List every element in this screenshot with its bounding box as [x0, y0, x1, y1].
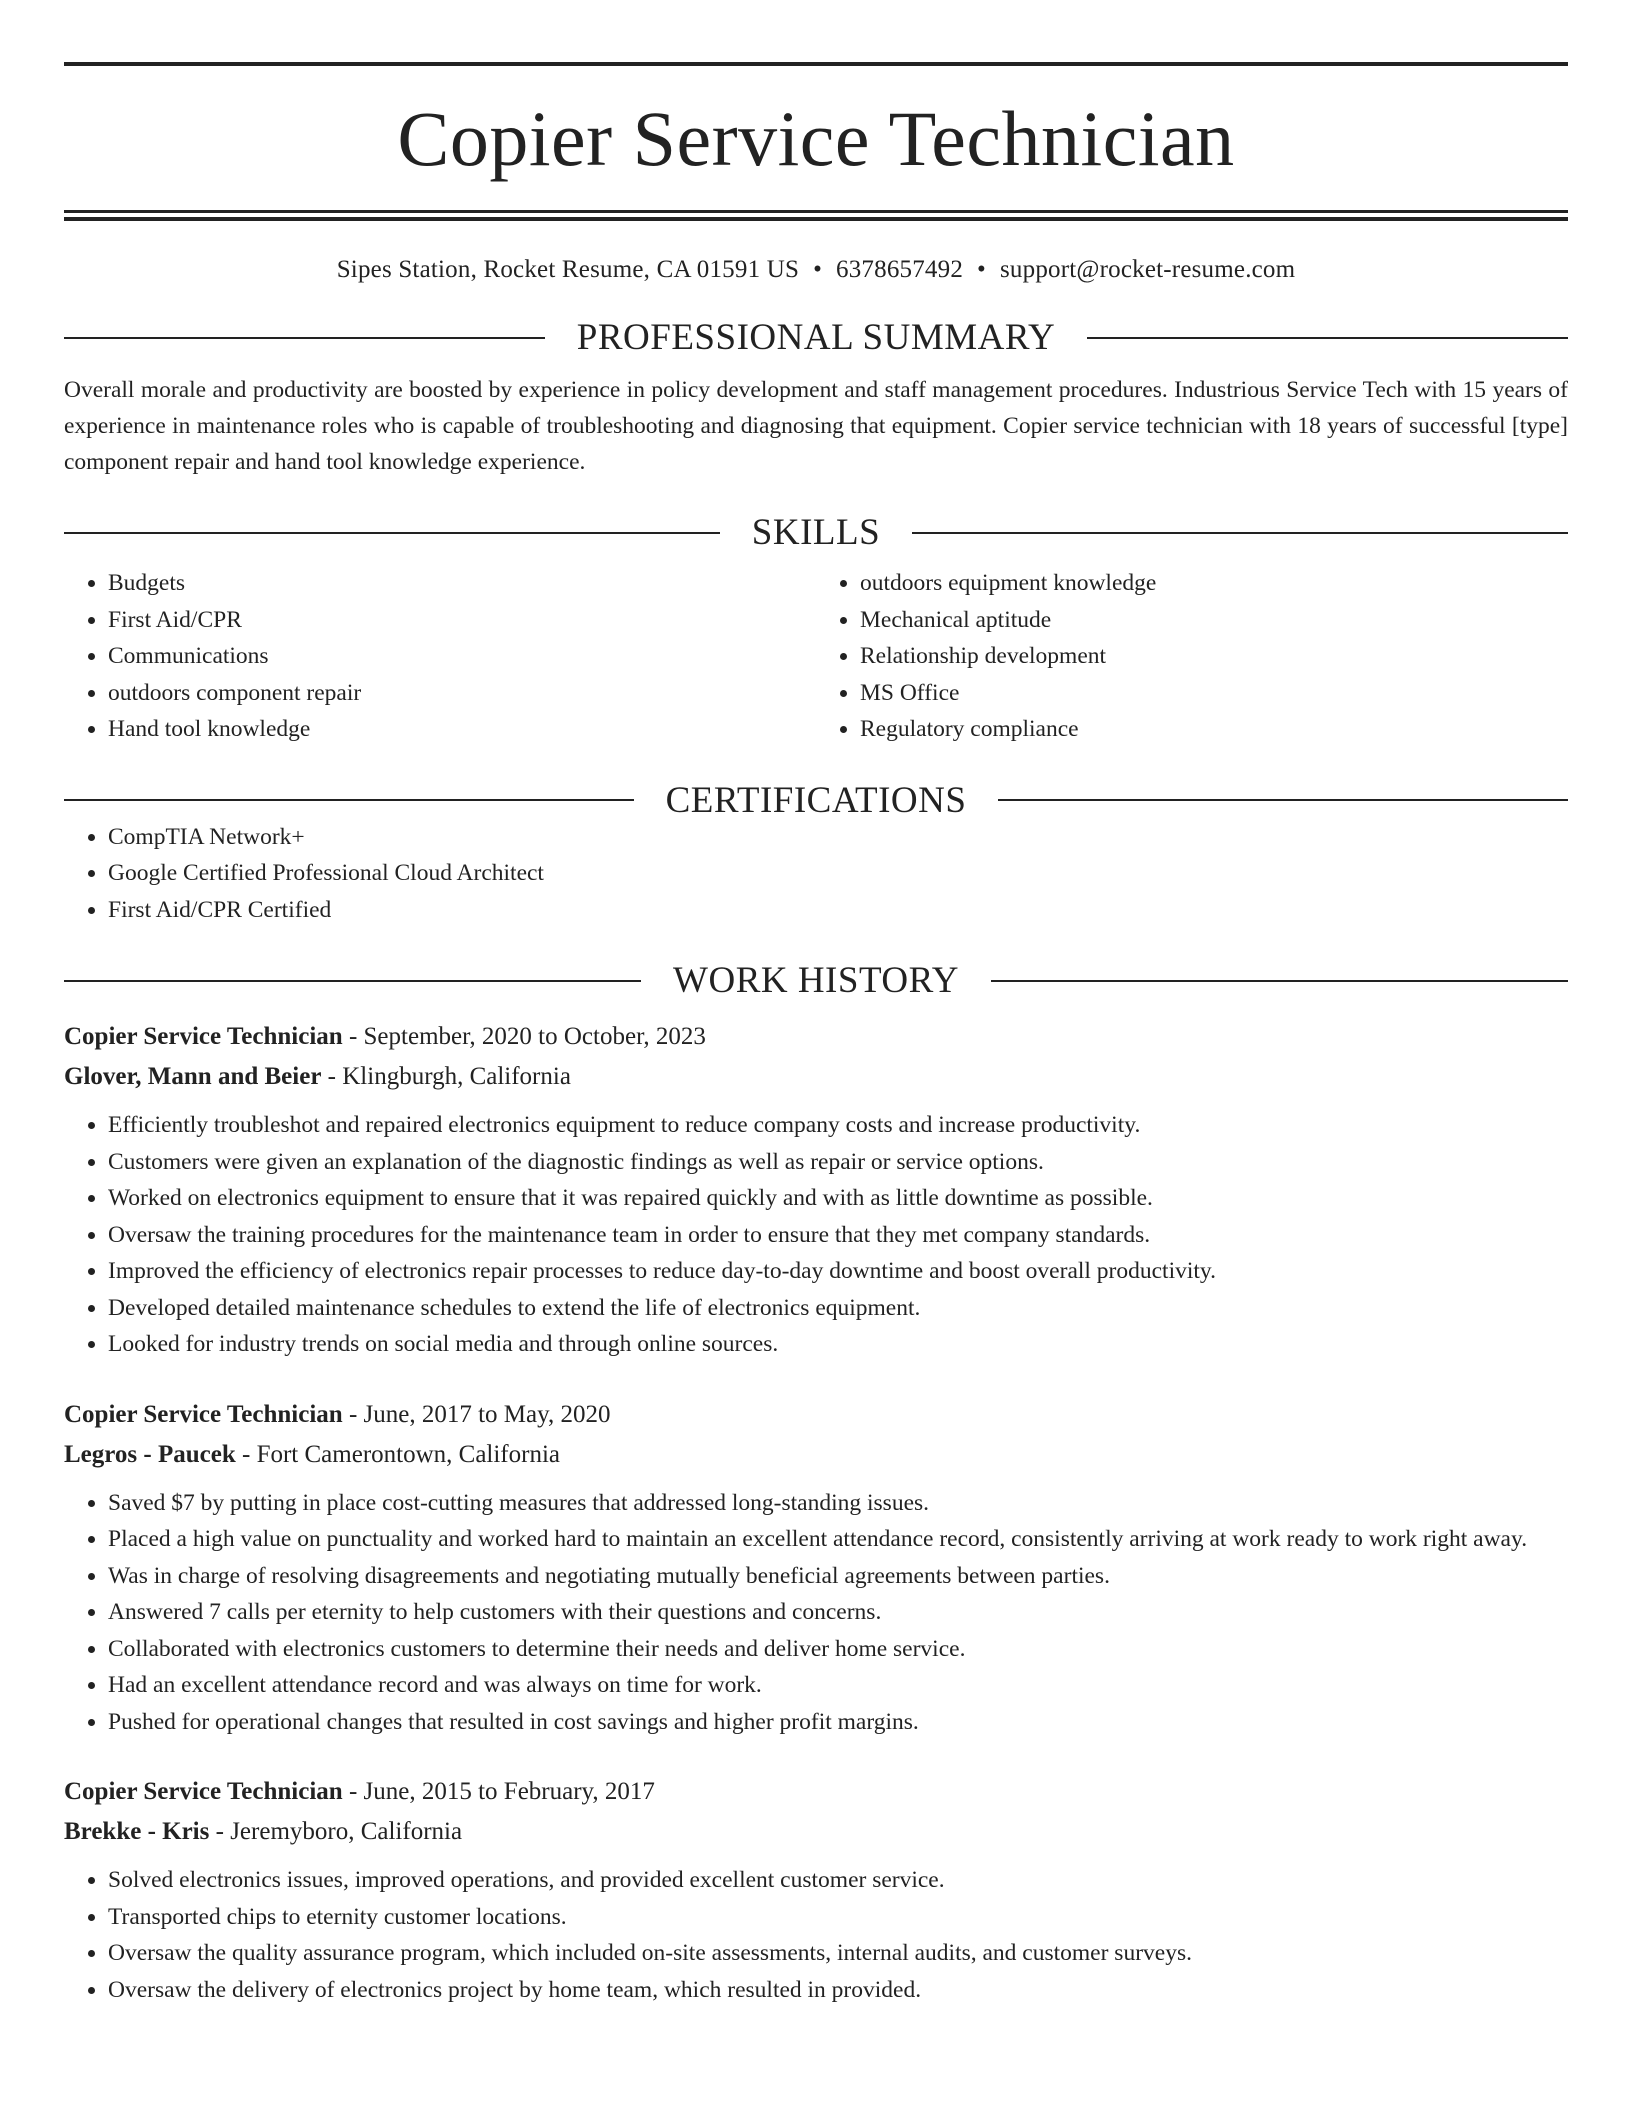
job-bullets: [64, 1862, 1568, 2008]
job-bullet: • Pushed for operational changes that resulted in cost savings and higher profit margins.: [108, 1704, 1568, 1741]
job-location: - Fort Camerontown, California: [235, 1440, 560, 1468]
top-rule: [64, 62, 1568, 66]
job-role: Copier Service Technician: [64, 1400, 343, 1428]
job-bullet: • Collaborated with electronics customers to determine their needs and deliver home service.: [108, 1631, 1568, 1668]
skills-title: SKILLS: [751, 512, 881, 553]
job-bullet: • Oversaw the training procedures for the maintenance team in order to ensure that they met company standards.: [108, 1217, 1568, 1254]
job-title-line: [64, 1395, 1568, 1435]
job-bullet: • Worked on electronics equipment to ensure that it was repaired quickly and with as little downtime as possible.: [108, 1180, 1568, 1217]
work-history-title: WORK HISTORY: [673, 960, 959, 1001]
job-company-line: [64, 1057, 1568, 1097]
job-dates: - June, 2015 to February, 2017: [342, 1778, 655, 1805]
skill-item: • outdoors component repair: [108, 675, 816, 712]
job-role: Copier Service Technician: [64, 1778, 343, 1805]
job-bullet: • Solved electronics issues, improved operations, and provided excellent customer service.: [108, 1862, 1568, 1899]
job-title-line: [64, 1772, 1568, 1812]
skills-column-left: [64, 565, 816, 748]
job-bullet: • Efficiently troubleshot and repaired electronics equipment to reduce company costs and increase productivity.: [108, 1107, 1568, 1144]
job-bullet: • Transported chips to eternity customer locations.: [108, 1899, 1568, 1936]
summary-text: Overall morale and productivity are boosted by experience in policy development and staff management procedures. Industrious Service Tech with 15 years of experience in maintenance roles who is capable of troubleshooting and diagnosing that equipment. Copier service technician with 18 years of successful [type] component repair and hand tool knowledge experience.: [64, 377, 1568, 475]
contact-phone: 6378657492: [836, 256, 964, 283]
certifications-title: CERTIFICATIONS: [665, 779, 967, 821]
job-bullet: • Developed detailed maintenance schedules to extend the life of electronics equipment.: [108, 1290, 1568, 1327]
summary-title: PROFESSIONAL SUMMARY: [576, 317, 1056, 358]
job-bullet: • Was in charge of resolving disagreements and negotiating mutually beneficial agreements between parties.: [108, 1558, 1568, 1595]
heading-rule-left: [64, 337, 545, 339]
contact-separator: •: [813, 256, 823, 283]
summary-heading: [64, 319, 1568, 356]
job-title-line: [64, 1017, 1568, 1057]
job-bullet: • Oversaw the quality assurance program, which included on-site assessments, internal audits, and customer surveys.: [108, 1935, 1568, 1972]
job-company: Glover, Mann and Beier: [64, 1063, 322, 1090]
job-company-line: [64, 1812, 1568, 1852]
heading-rule-right: [912, 532, 1568, 534]
heading-rule-left: [64, 532, 720, 534]
contact-separator: •: [977, 256, 986, 283]
job-dates: - September, 2020 to October, 2023: [342, 1023, 706, 1050]
job-dates: - June, 2017 to May, 2020: [342, 1400, 611, 1428]
skill-item: • Regulatory compliance: [860, 711, 1568, 748]
job-location: - Jeremyboro, California: [209, 1818, 463, 1845]
skill-item: • Communications: [108, 638, 816, 675]
skill-item: • First Aid/CPR: [108, 602, 816, 639]
job-entry: [64, 1017, 1568, 1363]
skills-column-right: [816, 565, 1568, 748]
job-bullet: • Had an excellent attendance record and was always on time for work.: [108, 1667, 1568, 1704]
heading-rule-left: [64, 980, 641, 982]
heading-rule-right: [998, 799, 1568, 801]
job-company: Legros - Paucek: [64, 1440, 236, 1468]
work-history-heading: [64, 962, 1568, 999]
heading-rule-right: [991, 980, 1568, 982]
contact-email: support@rocket-resume.com: [999, 256, 1296, 283]
job-bullet: • Saved $7 by putting in place cost-cutting measures that addressed long-standing issues.: [108, 1485, 1568, 1522]
skill-item: • Hand tool knowledge: [108, 711, 816, 748]
certification-item: • CompTIA Network+: [108, 819, 1568, 856]
job-company-line: [64, 1435, 1568, 1475]
job-entry: [64, 1772, 1568, 2008]
certification-item: • First Aid/CPR Certified: [108, 892, 1568, 929]
contact-address: Sipes Station, Rocket Resume, CA 01591 US: [336, 256, 800, 283]
contact-line: [64, 255, 1568, 285]
resume-name: Copier Service Technician: [397, 95, 1235, 182]
job-company: Brekke - Kris: [64, 1818, 210, 1845]
skills-heading: [64, 514, 1568, 551]
double-rule: [64, 210, 1568, 221]
certification-item: • Google Certified Professional Cloud Architect: [108, 855, 1568, 892]
skills-list: [64, 565, 1568, 748]
job-bullet: • Customers were given an explanation of the diagnostic findings as well as repair or service options.: [108, 1144, 1568, 1181]
job-bullet: • Placed a high value on punctuality and worked hard to maintain an excellent attendance record, consistently arriving at work ready to work right away.: [108, 1521, 1568, 1558]
skill-item: • outdoors equipment knowledge: [860, 565, 1568, 602]
heading-rule-left: [64, 799, 634, 801]
certifications-heading: [64, 779, 1568, 821]
job-bullet: • Oversaw the delivery of electronics project by home team, which resulted in provided.: [108, 1972, 1568, 2009]
job-location: - Klingburgh, California: [321, 1063, 571, 1090]
skill-item: • MS Office: [860, 675, 1568, 712]
skill-item: • Budgets: [108, 565, 816, 602]
skill-item: • Relationship development: [860, 638, 1568, 675]
job-bullet: • Improved the efficiency of electronics repair processes to reduce day-to-day downtime and boost overall productivity.: [108, 1253, 1568, 1290]
job-bullets: [64, 1485, 1568, 1741]
job-bullets: [64, 1107, 1568, 1363]
job-bullet: • Looked for industry trends on social media and through online sources.: [108, 1326, 1568, 1363]
job-entry: [64, 1395, 1568, 1741]
heading-rule-right: [1087, 337, 1568, 339]
certifications-list: [64, 819, 1568, 929]
job-bullet: • Answered 7 calls per eternity to help customers with their questions and concerns.: [108, 1594, 1568, 1631]
skill-item: • Mechanical aptitude: [860, 602, 1568, 639]
job-role: Copier Service Technician: [64, 1023, 343, 1050]
